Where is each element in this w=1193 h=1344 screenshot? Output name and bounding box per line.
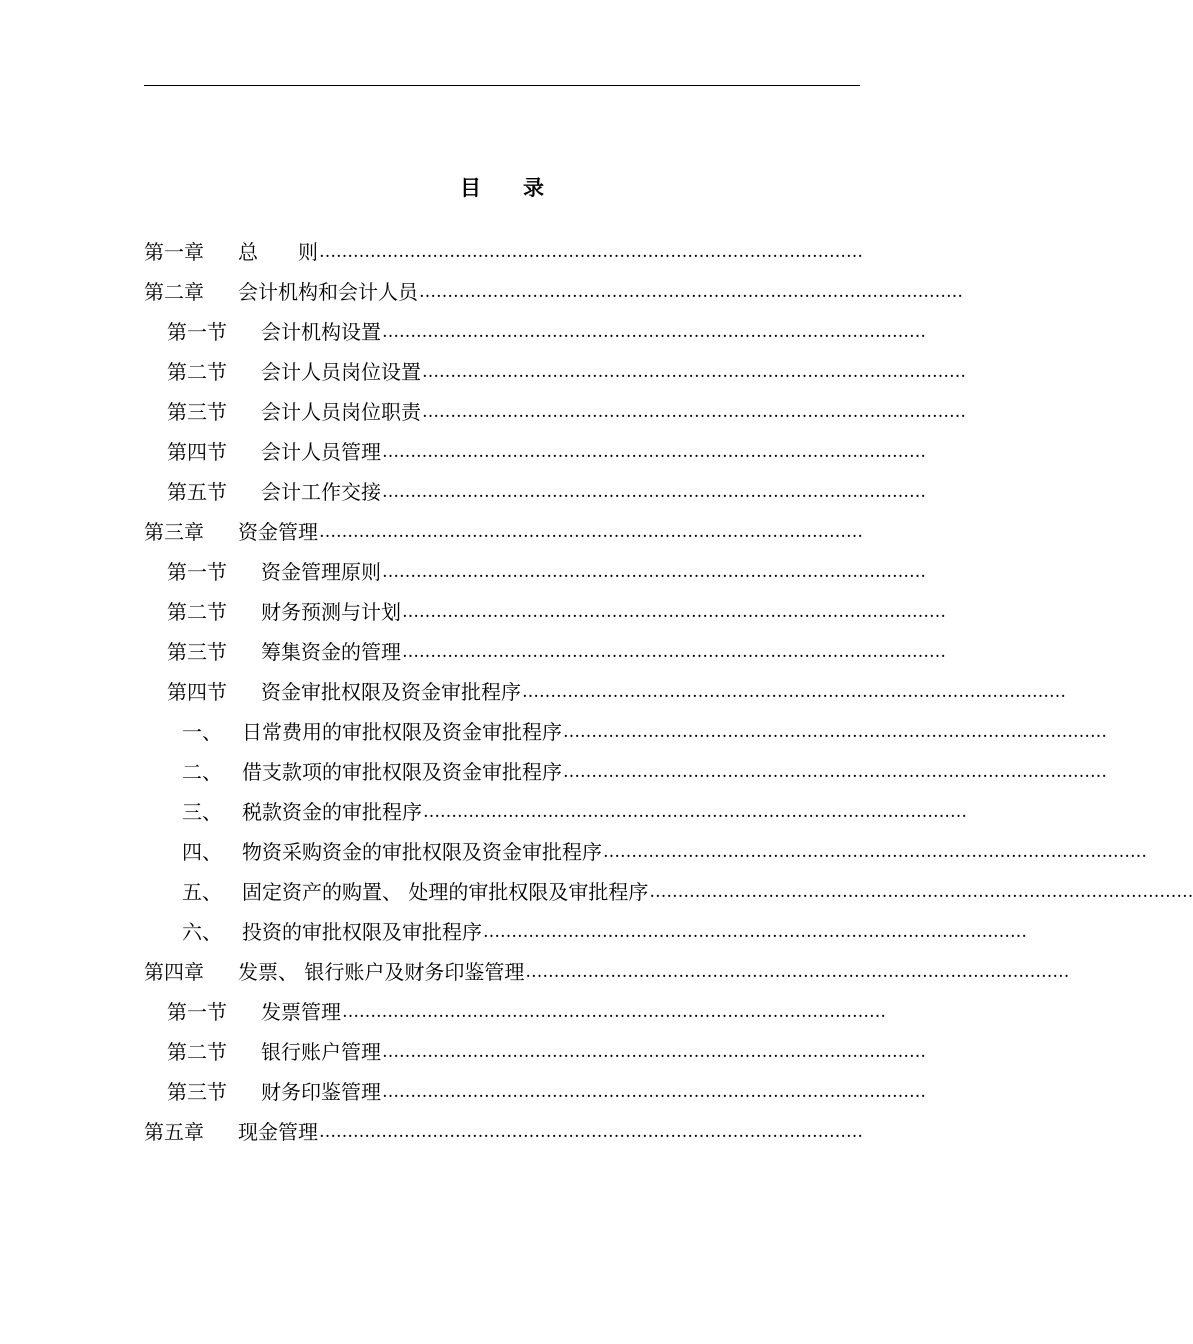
page-title: 目 录 — [460, 175, 544, 200]
dot-leader: …………………………………………………………………………………… — [603, 842, 1147, 862]
toc-entry-label: 五、 — [182, 880, 222, 904]
toc-entry[interactable] — [167, 552, 926, 592]
toc-entry-title: 发票管理 — [261, 1000, 341, 1024]
toc-entry[interactable] — [182, 912, 1027, 952]
toc-entry-label: 六、 — [182, 920, 222, 944]
toc-entry[interactable] — [167, 432, 926, 472]
toc-entry-title: 发票、 银行账户及财务印鉴管理 — [238, 960, 525, 984]
toc-entry-label: 第二节 — [167, 360, 227, 384]
toc-entry-title: 日常费用的审批权限及资金审批程序 — [242, 720, 562, 744]
toc-entry-label: 第三章 — [144, 520, 204, 544]
toc-entry-label: 第一章 — [144, 240, 204, 264]
toc-entry-label: 第二节 — [167, 1040, 227, 1064]
toc-entry[interactable] — [144, 512, 863, 552]
toc-entry-label: 第五节 — [167, 480, 227, 504]
toc-entry-label: 二、 — [182, 760, 222, 784]
toc-entry[interactable] — [182, 792, 967, 832]
toc-entry[interactable] — [167, 632, 946, 672]
toc-entry[interactable] — [182, 872, 1193, 912]
toc-entry[interactable] — [167, 1032, 926, 1072]
toc-entry-label: 第三节 — [167, 640, 227, 664]
toc-entry-title: 借支款项的审批权限及资金审批程序 — [242, 760, 562, 784]
toc-entry[interactable] — [167, 312, 926, 352]
dot-leader: …………………………………………………………………………………… — [382, 1042, 926, 1062]
dot-leader: …………………………………………………………………………………… — [382, 1082, 926, 1102]
toc-entry-title: 会计人员管理 — [261, 440, 381, 464]
dot-leader: …………………………………………………………………………………… — [525, 962, 1070, 982]
dot-leader: …………………………………………………………………………………… — [382, 482, 926, 502]
toc-entry-label: 三、 — [182, 800, 222, 824]
toc-entry-title: 会计人员岗位职责 — [261, 400, 421, 424]
toc-entry-label: 第一节 — [167, 560, 227, 584]
dot-leader: …………………………………………………………………………………… — [319, 1122, 863, 1142]
toc-entry[interactable] — [144, 952, 1070, 992]
toc-entry-label: 第四节 — [167, 680, 227, 704]
dot-leader: …………………………………………………………………………………… — [402, 602, 946, 622]
dot-leader: …………………………………………………………………………………… — [423, 802, 967, 822]
toc-entry[interactable] — [167, 592, 946, 632]
dot-leader: …………………………………………………………………………………… — [422, 402, 966, 422]
dot-leader: …………………………………………………………………………………… — [649, 882, 1193, 902]
toc-entry-label: 一、 — [182, 720, 222, 744]
toc-entry-title: 筹集资金的管理 — [261, 640, 401, 664]
header-rule — [144, 85, 860, 86]
dot-leader: …………………………………………………………………………………… — [522, 682, 1066, 702]
toc-entry-title: 会计人员岗位设置 — [261, 360, 421, 384]
toc-entry-title: 总 则 — [238, 240, 318, 264]
dot-leader: …………………………………………………………………………………… — [402, 642, 946, 662]
toc-entry-label: 第二节 — [167, 600, 227, 624]
dot-leader: …………………………………………………………………………………… — [342, 1002, 886, 1022]
toc-entry-label: 第五章 — [144, 1120, 204, 1144]
toc-entry-title: 会计机构和会计人员 — [238, 280, 418, 304]
dot-leader: …………………………………………………………………………………… — [419, 282, 963, 302]
toc-entry[interactable] — [167, 992, 886, 1032]
toc-entry-title: 银行账户管理 — [261, 1040, 381, 1064]
toc-entry[interactable] — [167, 392, 966, 432]
toc-entry[interactable] — [144, 272, 963, 312]
toc-entry-label: 第一节 — [167, 1000, 227, 1024]
dot-leader: …………………………………………………………………………………… — [382, 562, 926, 582]
toc-entry[interactable] — [144, 232, 863, 272]
toc-entry-label: 第四章 — [144, 960, 204, 984]
toc-entry-label: 第一节 — [167, 320, 227, 344]
dot-leader: …………………………………………………………………………………… — [563, 722, 1107, 742]
toc-entry-title: 物资采购资金的审批权限及资金审批程序 — [242, 840, 602, 864]
toc-entry[interactable] — [167, 472, 926, 512]
toc-entry-title: 资金管理 — [238, 520, 318, 544]
dot-leader: …………………………………………………………………………………… — [483, 922, 1027, 942]
toc-entry-title: 固定资产的购置、 处理的审批权限及审批程序 — [242, 880, 649, 904]
toc-entry[interactable] — [167, 672, 1066, 712]
toc-entry[interactable] — [182, 712, 1107, 752]
toc-entry-title: 会计工作交接 — [261, 480, 381, 504]
dot-leader: …………………………………………………………………………………… — [382, 322, 926, 342]
toc-entry[interactable] — [167, 1072, 926, 1112]
dot-leader: …………………………………………………………………………………… — [563, 762, 1107, 782]
toc-entry-label: 第四节 — [167, 440, 227, 464]
toc-entry-title: 财务预测与计划 — [261, 600, 401, 624]
toc-entry[interactable] — [144, 1112, 863, 1152]
toc-entry[interactable] — [167, 352, 966, 392]
toc-entry-title: 资金审批权限及资金审批程序 — [261, 680, 521, 704]
toc-entry-title: 税款资金的审批程序 — [242, 800, 422, 824]
dot-leader: …………………………………………………………………………………… — [382, 442, 926, 462]
toc-entry[interactable] — [182, 832, 1147, 872]
toc-entry-title: 会计机构设置 — [261, 320, 381, 344]
toc-entry-title: 财务印鉴管理 — [261, 1080, 381, 1104]
toc-entry-title: 现金管理 — [238, 1120, 318, 1144]
toc-entry-label: 四、 — [182, 840, 222, 864]
dot-leader: …………………………………………………………………………………… — [319, 242, 863, 262]
dot-leader: …………………………………………………………………………………… — [319, 522, 863, 542]
toc-entry-label: 第二章 — [144, 280, 204, 304]
toc-entry-title: 投资的审批权限及审批程序 — [242, 920, 482, 944]
toc-entry-label: 第三节 — [167, 400, 227, 424]
toc-entry[interactable] — [182, 752, 1107, 792]
toc-entry-title: 资金管理原则 — [261, 560, 381, 584]
dot-leader: …………………………………………………………………………………… — [422, 362, 966, 382]
toc-entry-label: 第三节 — [167, 1080, 227, 1104]
